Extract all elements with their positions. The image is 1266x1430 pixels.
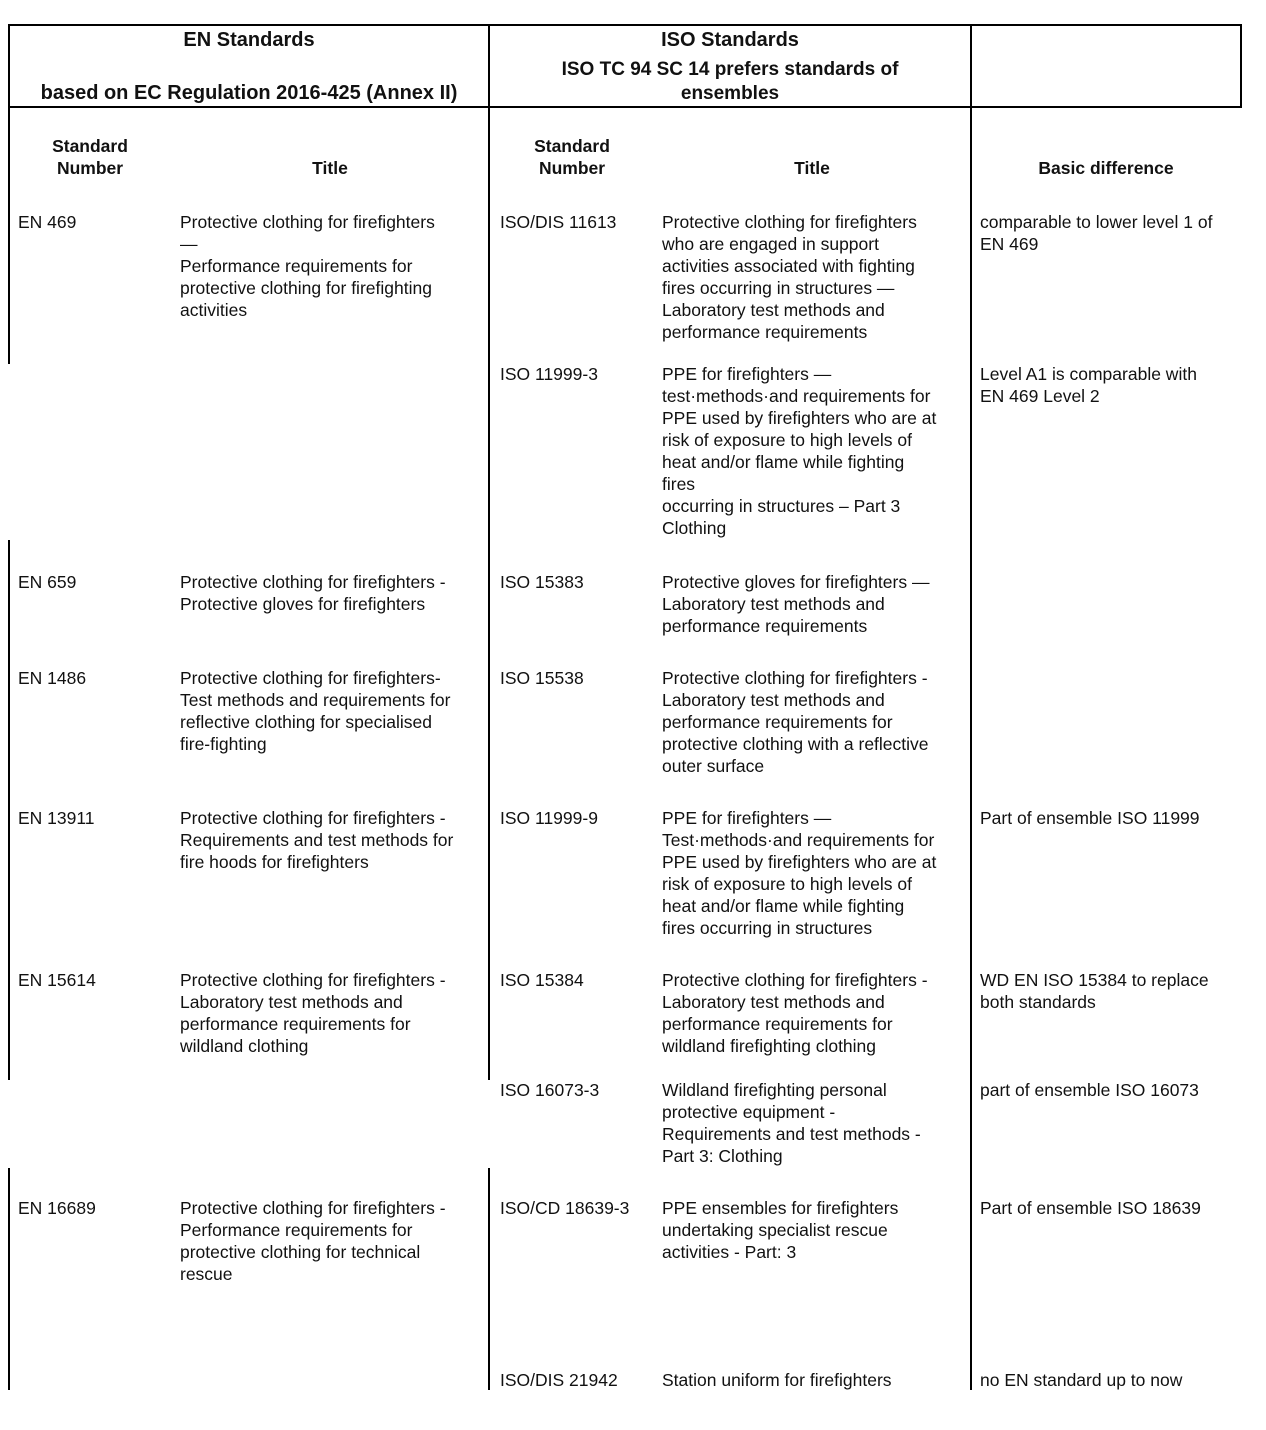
- iso-number-cell: ISO/DIS 21942: [500, 1370, 618, 1390]
- col-header-iso-number: Standard Number: [534, 136, 610, 178]
- en-number-cell: EN 1486: [18, 668, 87, 688]
- col-header-en-title: Title: [312, 158, 348, 178]
- iso-number-cell: ISO 15384: [500, 970, 584, 990]
- en-title-cell: Protective clothing for firefighters - Laboratory test methods and performance requirements for wildland clothing: [180, 970, 446, 1056]
- left-border-segment: [8, 1168, 10, 1390]
- iso-title-cell: Station uniform for firefighters: [662, 1370, 892, 1390]
- difference-cell: WD EN ISO 15384 to replace both standards: [980, 970, 1209, 1012]
- iso-number-cell: ISO 11999-3: [500, 364, 598, 384]
- iso-standards-heading: ISO Standards: [661, 29, 799, 51]
- right-border: [1240, 24, 1242, 108]
- iso-title-cell: Protective clothing for firefighters - Laboratory test methods and performance requirements for protective clothing with a reflective outer surface: [662, 668, 929, 776]
- iso-title-cell: Protective gloves for firefighters — Laboratory test methods and performance requirements: [662, 572, 930, 636]
- left-border-segment: [8, 24, 10, 364]
- en-number-cell: EN 469: [18, 212, 77, 232]
- difference-cell: no EN standard up to now: [980, 1370, 1183, 1390]
- iso-number-cell: ISO 11999-9: [500, 808, 598, 828]
- left-border-segment: [8, 540, 10, 1080]
- iso-title-cell: PPE for firefighters — Test·methods·and requirements for PPE used by firefighters who are at risk of exposure to high levels of heat and/or flame while fighting fires occurring in structures: [662, 808, 937, 938]
- iso-standards-subheading: ISO TC 94 SC 14 prefers standards of ensembles: [561, 59, 899, 104]
- en-iso-divider: [488, 1168, 490, 1390]
- difference-cell: comparable to lower level 1 of EN 469: [980, 212, 1213, 254]
- en-number-cell: EN 659: [18, 572, 77, 592]
- iso-number-cell: ISO 16073-3: [500, 1080, 600, 1100]
- table-top-border: [8, 24, 1242, 26]
- col-header-iso-title: Title: [794, 158, 830, 178]
- col-header-en-number: Standard Number: [52, 136, 128, 178]
- en-standards-heading: EN Standards: [183, 29, 315, 51]
- difference-cell: Level A1 is comparable with EN 469 Level 2: [980, 364, 1197, 406]
- en-title-cell: Protective clothing for firefighters - Performance requirements for protective clothing for technical rescue: [180, 1198, 446, 1284]
- iso-title-cell: PPE for firefighters — test·methods·and requirements for PPE used by firefighters who are at risk of exposure to high levels of heat and/or flame while fighting fires occurring in structures – Part 3 Clothing: [662, 364, 937, 538]
- iso-number-cell: ISO 15538: [500, 668, 584, 688]
- en-number-cell: EN 15614: [18, 970, 96, 990]
- en-standards-subheading: based on EC Regulation 2016-425 (Annex II): [40, 82, 458, 104]
- en-title-cell: Protective clothing for firefighters — Performance requirements for protective clothing for firefighting activities: [180, 212, 435, 320]
- iso-number-cell: ISO/CD 18639-3: [500, 1198, 630, 1218]
- en-title-cell: Protective clothing for firefighters - Requirements and test methods for fire hoods for firefighters: [180, 808, 454, 872]
- iso-title-cell: PPE ensembles for firefighters undertaking specialist rescue activities - Part: 3: [662, 1198, 899, 1262]
- en-number-cell: EN 16689: [18, 1198, 96, 1218]
- header-bottom-border: [8, 106, 1242, 108]
- iso-number-cell: ISO/DIS 11613: [500, 212, 617, 232]
- difference-cell: part of ensemble ISO 16073: [980, 1080, 1199, 1100]
- difference-cell: Part of ensemble ISO 18639: [980, 1198, 1201, 1218]
- iso-title-cell: Protective clothing for firefighters who are engaged in support activities associated with fighting fires occurring in structures — Laboratory test methods and performance requirements: [662, 212, 917, 342]
- iso-title-cell: Wildland firefighting personal protective equipment - Requirements and test methods - Part 3: Clothing: [662, 1080, 921, 1166]
- en-iso-divider: [488, 24, 490, 1080]
- iso-number-cell: ISO 15383: [500, 572, 584, 592]
- en-number-cell: EN 13911: [18, 808, 95, 828]
- en-title-cell: Protective clothing for firefighters - Protective gloves for firefighters: [180, 572, 446, 614]
- en-title-cell: Protective clothing for firefighters- Test methods and requirements for reflective clothing for specialised fire-fighting: [180, 668, 451, 754]
- difference-cell: Part of ensemble ISO 11999: [980, 808, 1200, 828]
- col-header-difference: Basic difference: [1038, 158, 1174, 178]
- iso-difference-divider: [970, 24, 972, 1390]
- iso-title-cell: Protective clothing for firefighters - Laboratory test methods and performance requirements for wildland firefighting clothing: [662, 970, 928, 1056]
